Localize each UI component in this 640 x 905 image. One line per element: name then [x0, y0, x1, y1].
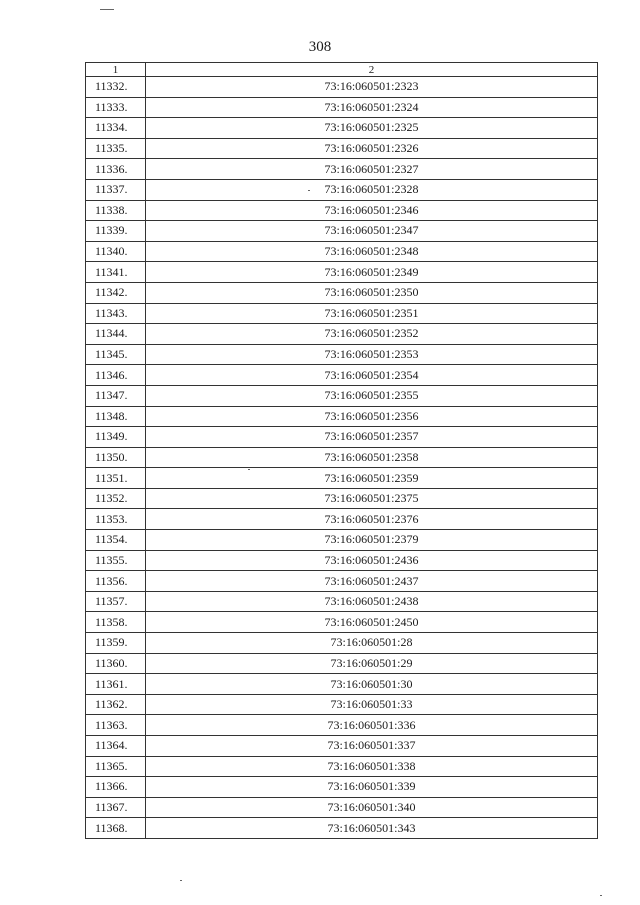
cadastral-number-cell: 73:16:060501:2326 — [146, 138, 598, 159]
table-row — [86, 324, 598, 345]
row-number-cell: 11358. — [86, 612, 146, 633]
table-row — [86, 118, 598, 139]
row-number-cell: 11368. — [86, 818, 146, 839]
column-header-2: 2 — [146, 63, 598, 77]
table-row — [86, 221, 598, 242]
row-number-cell: 11350. — [86, 447, 146, 468]
row-number-cell: 11342. — [86, 282, 146, 303]
table-row — [86, 138, 598, 159]
table-row — [86, 303, 598, 324]
row-number-cell: 11352. — [86, 488, 146, 509]
row-number-cell: 11338. — [86, 200, 146, 221]
cadastral-number-cell: 73:16:060501:2346 — [146, 200, 598, 221]
table-row — [86, 282, 598, 303]
table-row — [86, 633, 598, 654]
table-row — [86, 530, 598, 551]
row-number-cell: 11357. — [86, 591, 146, 612]
table-body — [86, 77, 598, 839]
cadastral-number-cell: 73:16:060501:33 — [146, 694, 598, 715]
table-row — [86, 406, 598, 427]
table-row — [86, 612, 598, 633]
table-row — [86, 756, 598, 777]
row-number-cell: 11343. — [86, 303, 146, 324]
table-row — [86, 344, 598, 365]
row-number-cell: 11341. — [86, 262, 146, 283]
table-row — [86, 262, 598, 283]
table-row — [86, 591, 598, 612]
cadastral-number-cell: 73:16:060501:2438 — [146, 591, 598, 612]
cadastral-number-cell: 73:16:060501:2349 — [146, 262, 598, 283]
cadastral-number-cell: 73:16:060501:2351 — [146, 303, 598, 324]
row-number-cell: 11333. — [86, 97, 146, 118]
table-row — [86, 797, 598, 818]
table-row — [86, 777, 598, 798]
cadastral-number-cell: 73:16:060501:2379 — [146, 530, 598, 551]
cadastral-number-cell: 73:16:060501:2436 — [146, 550, 598, 571]
cadastral-number-cell: 73:16:060501:2348 — [146, 241, 598, 262]
scan-speck — [180, 880, 182, 881]
cadastral-number-cell: 73:16:060501:2375 — [146, 488, 598, 509]
row-number-cell: 11360. — [86, 653, 146, 674]
row-number-cell: 11332. — [86, 77, 146, 98]
cadastral-number-cell: 73:16:060501:2437 — [146, 571, 598, 592]
scan-speck — [600, 895, 602, 896]
cadastral-number-cell: 73:16:060501:2352 — [146, 324, 598, 345]
cadastral-number-cell: 73:16:060501:2327 — [146, 159, 598, 180]
cadastral-number-cell: 73:16:060501:338 — [146, 756, 598, 777]
table-row — [86, 674, 598, 695]
cadastral-number-cell: 73:16:060501:337 — [146, 736, 598, 757]
table-row — [86, 447, 598, 468]
cadastral-number-cell: 73:16:060501:2324 — [146, 97, 598, 118]
scan-speck — [100, 9, 114, 10]
cadastral-number-cell: 73:16:060501:2354 — [146, 365, 598, 386]
row-number-cell: 11351. — [86, 468, 146, 489]
cadastral-number-cell: 73:16:060501:2353 — [146, 344, 598, 365]
cadastral-number-cell: 73:16:060501:30 — [146, 674, 598, 695]
row-number-cell: 11362. — [86, 694, 146, 715]
column-header-1: 1 — [86, 63, 146, 77]
table-row — [86, 653, 598, 674]
table-row — [86, 241, 598, 262]
table-row — [86, 200, 598, 221]
cadastral-number-cell: 73:16:060501:2325 — [146, 118, 598, 139]
table-row — [86, 77, 598, 98]
row-number-cell: 11359. — [86, 633, 146, 654]
row-number-cell: 11335. — [86, 138, 146, 159]
cadastral-number-cell: 73:16:060501:2376 — [146, 509, 598, 530]
cadastral-number-cell: 73:16:060501:343 — [146, 818, 598, 839]
table-row — [86, 715, 598, 736]
cadastral-number-cell: 73:16:060501:28 — [146, 633, 598, 654]
table-row — [86, 179, 598, 200]
cadastral-number-cell: 73:16:060501:339 — [146, 777, 598, 798]
table-row — [86, 365, 598, 386]
cadastral-number-cell: 73:16:060501:2359 — [146, 468, 598, 489]
cadastral-number-cell: 73:16:060501:2358 — [146, 447, 598, 468]
cadastral-number-table — [85, 62, 598, 839]
row-number-cell: 11339. — [86, 221, 146, 242]
row-number-cell: 11349. — [86, 427, 146, 448]
row-number-cell: 11363. — [86, 715, 146, 736]
row-number-cell: 11361. — [86, 674, 146, 695]
row-number-cell: 11347. — [86, 385, 146, 406]
row-number-cell: 11348. — [86, 406, 146, 427]
cadastral-number-cell: 73:16:060501:2328 — [146, 179, 598, 200]
row-number-cell: 11337. — [86, 179, 146, 200]
table-row — [86, 736, 598, 757]
page-number: 308 — [308, 39, 332, 55]
table-row — [86, 159, 598, 180]
table-row — [86, 509, 598, 530]
scan-speck — [308, 190, 310, 191]
cadastral-number-cell: 73:16:060501:2450 — [146, 612, 598, 633]
cadastral-number-cell: 73:16:060501:2347 — [146, 221, 598, 242]
table-row — [86, 427, 598, 448]
row-number-cell: 11355. — [86, 550, 146, 571]
cadastral-number-cell: 73:16:060501:2323 — [146, 77, 598, 98]
cadastral-number-cell: 73:16:060501:2357 — [146, 427, 598, 448]
scan-speck — [248, 469, 250, 470]
table-header-row — [86, 63, 598, 77]
row-number-cell: 11364. — [86, 736, 146, 757]
row-number-cell: 11346. — [86, 365, 146, 386]
row-number-cell: 11344. — [86, 324, 146, 345]
cadastral-number-cell: 73:16:060501:336 — [146, 715, 598, 736]
cadastral-number-cell: 73:16:060501:2355 — [146, 385, 598, 406]
row-number-cell: 11345. — [86, 344, 146, 365]
row-number-cell: 11354. — [86, 530, 146, 551]
table-row — [86, 97, 598, 118]
cadastral-number-cell: 73:16:060501:29 — [146, 653, 598, 674]
row-number-cell: 11336. — [86, 159, 146, 180]
row-number-cell: 11367. — [86, 797, 146, 818]
cadastral-number-cell: 73:16:060501:2356 — [146, 406, 598, 427]
row-number-cell: 11340. — [86, 241, 146, 262]
table-row — [86, 385, 598, 406]
row-number-cell: 11365. — [86, 756, 146, 777]
cadastral-number-cell: 73:16:060501:340 — [146, 797, 598, 818]
row-number-cell: 11356. — [86, 571, 146, 592]
row-number-cell: 11366. — [86, 777, 146, 798]
row-number-cell: 11353. — [86, 509, 146, 530]
table-row — [86, 694, 598, 715]
row-number-cell: 11334. — [86, 118, 146, 139]
cadastral-number-cell: 73:16:060501:2350 — [146, 282, 598, 303]
table-row — [86, 468, 598, 489]
table-row — [86, 571, 598, 592]
table-row — [86, 550, 598, 571]
table-row — [86, 488, 598, 509]
table-row — [86, 818, 598, 839]
